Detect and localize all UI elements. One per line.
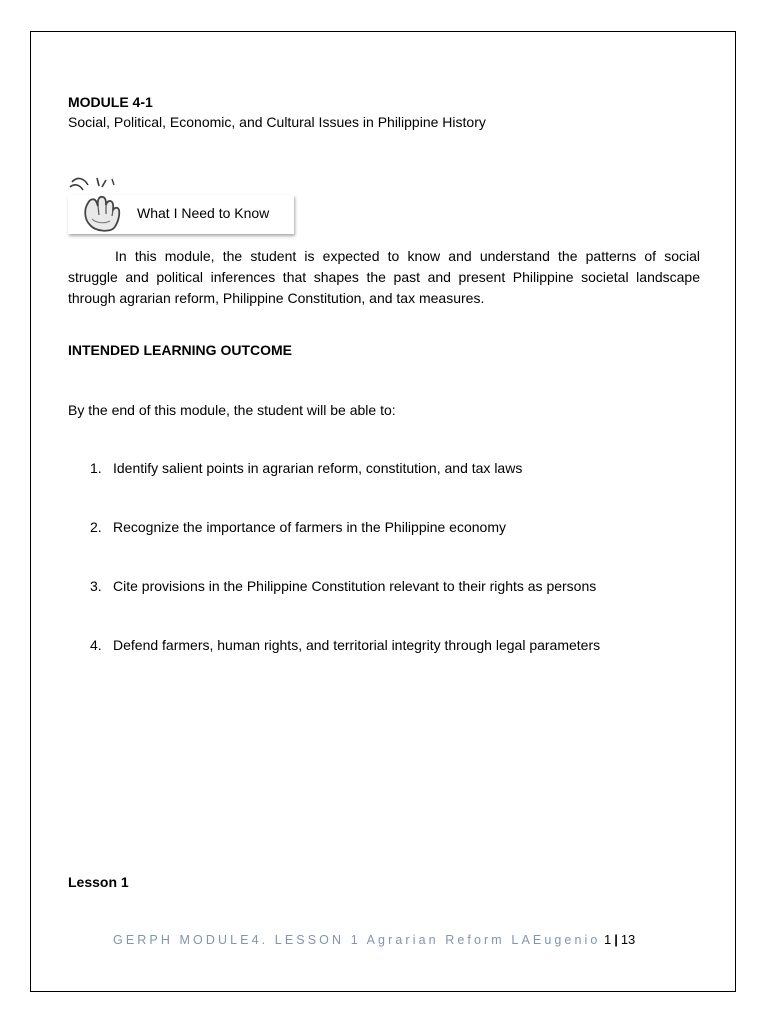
hand-pointer-icon <box>68 173 138 237</box>
what-i-need-to-know-banner <box>68 173 294 237</box>
outcome-item-number: 1. <box>90 460 102 476</box>
intro-line: struggle and political inferences that shapes the past and present Philippine societal landscape <box>68 269 700 285</box>
outcome-item-text: Cite provisions in the Philippine Constitution relevant to their rights as persons <box>113 578 597 594</box>
intro-paragraph <box>68 246 700 309</box>
outcome-item-text: Identify salient points in agrarian reform, constitution, and tax laws <box>113 460 523 476</box>
outcome-item-number: 4. <box>90 637 102 653</box>
footer-page-total: 13 <box>620 932 636 947</box>
footer-separator: | <box>614 932 618 947</box>
lesson-label: Lesson 1 <box>68 874 129 890</box>
outcome-item <box>90 635 600 655</box>
outcome-item-text: Recognize the importance of farmers in the Philippine economy <box>113 519 506 535</box>
footer-page-current: 1 <box>603 932 612 947</box>
intro-line: through agrarian reform, Philippine Constitution, and tax measures. <box>68 290 485 306</box>
outcome-heading: INTENDED LEARNING OUTCOME <box>68 342 292 358</box>
module-subtitle: Social, Political, Economic, and Cultural Issues in Philippine History <box>68 114 486 130</box>
outcome-item <box>90 458 522 478</box>
outcome-item-text: Defend farmers, human rights, and territorial integrity through legal parameters <box>113 637 601 653</box>
intro-line: In this module, the student is expected to know and understand the patterns of social <box>115 248 700 264</box>
outcome-item-number: 3. <box>90 578 102 594</box>
page-footer <box>113 930 635 950</box>
banner-label: What I Need to Know <box>137 205 270 221</box>
outcome-item <box>90 576 596 596</box>
outcome-lead: By the end of this module, the student will be able to: <box>68 402 396 418</box>
outcome-item-number: 2. <box>90 519 102 535</box>
module-title: MODULE 4-1 <box>68 94 153 110</box>
footer-course-text: GERPH MODULE4. LESSON 1 Agrarian Reform LAEugenio <box>113 933 601 947</box>
outcome-item <box>90 517 506 537</box>
